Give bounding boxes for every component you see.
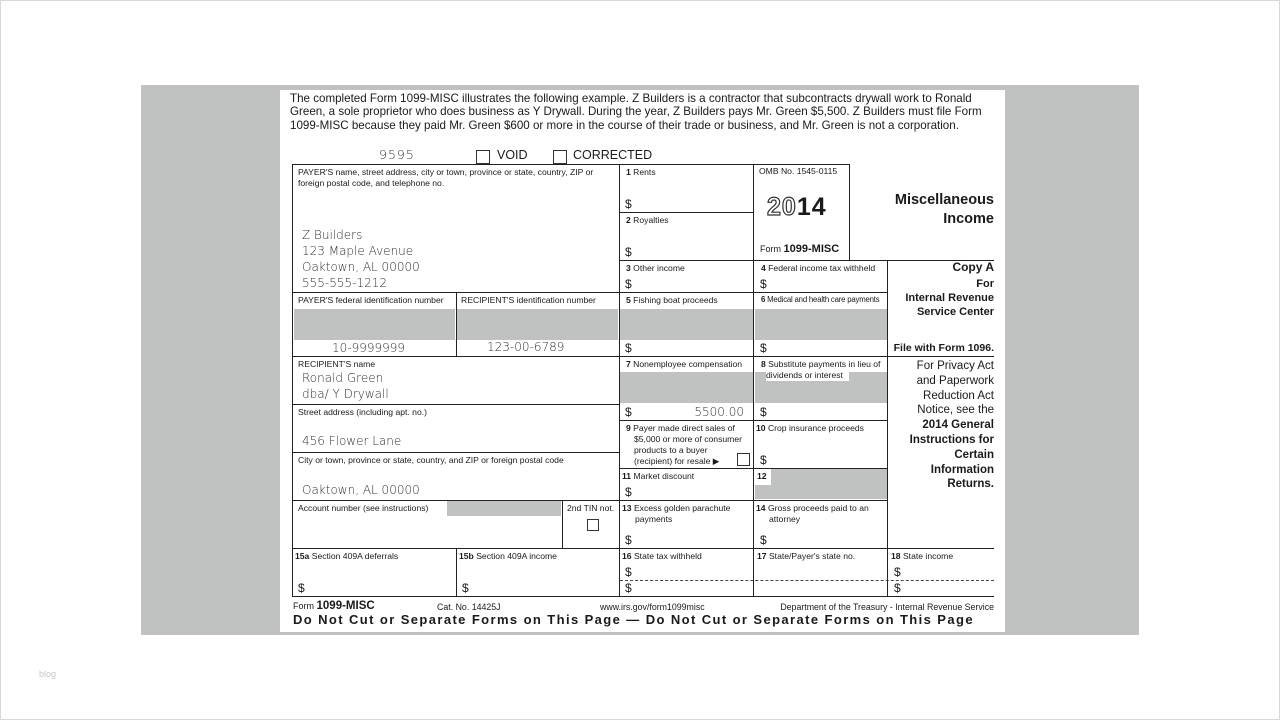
payer-city: Oaktown, AL 00000 bbox=[302, 260, 420, 274]
box13-label-1: Excess golden parachute bbox=[633, 503, 731, 513]
box12-number: 12 bbox=[757, 471, 767, 481]
box9-checkbox[interactable] bbox=[737, 453, 750, 466]
box10-dollar: $ bbox=[760, 453, 767, 467]
recipient-street-label: Street address (including apt. no.) bbox=[298, 407, 427, 417]
box15a-label: Section 409A deferrals bbox=[311, 551, 399, 561]
box9-label-1: Payer made direct sales of bbox=[633, 423, 735, 433]
box5-number: 5 bbox=[626, 295, 631, 305]
box15a-dollar: $ bbox=[298, 581, 305, 595]
grid-line bbox=[456, 292, 457, 356]
box3-number: 3 bbox=[626, 263, 631, 273]
grid-line bbox=[849, 164, 850, 260]
box7-shade bbox=[620, 372, 753, 403]
box14-label-2: attorney bbox=[769, 514, 801, 524]
recipient-street: 456 Flower Lane bbox=[302, 434, 402, 448]
box18-dollar-1: $ bbox=[894, 565, 901, 579]
box4-dollar: $ bbox=[760, 277, 767, 291]
box7-number: 7 bbox=[626, 359, 631, 369]
recipient-city: Oaktown, AL 00000 bbox=[302, 483, 420, 497]
payer-street: 123 Maple Avenue bbox=[302, 244, 414, 258]
recipient-tin-value: 123-00-6789 bbox=[487, 340, 565, 354]
grid-line bbox=[292, 500, 888, 501]
grid-line bbox=[292, 164, 850, 165]
void-label: VOID bbox=[497, 148, 528, 162]
privacy-line: Notice, see the bbox=[917, 404, 994, 417]
box10-number: 10 bbox=[756, 423, 766, 433]
box13-number: 13 bbox=[622, 503, 632, 513]
box2-label: Royalties bbox=[633, 215, 669, 225]
payer-tin-label: PAYER'S federal identification number bbox=[298, 295, 444, 305]
grid-line bbox=[292, 164, 293, 596]
box4-number: 4 bbox=[761, 263, 766, 273]
box8-label-1: Substitute payments in lieu of bbox=[768, 359, 881, 369]
box15b-label: Section 409A income bbox=[476, 551, 557, 561]
recipient-tin-label: RECIPIENT'S identification number bbox=[461, 295, 596, 305]
copy-a-title: Copy A bbox=[952, 260, 994, 274]
grid-line bbox=[888, 356, 994, 357]
recipient-name-label: RECIPIENT'S name bbox=[298, 359, 376, 369]
watermark: blog bbox=[39, 669, 57, 679]
box7-dollar: $ bbox=[625, 405, 632, 419]
box2-dollar: $ bbox=[625, 245, 632, 259]
box15b-number: 15b bbox=[459, 551, 474, 561]
footer-form-name: 1099-MISC bbox=[316, 600, 375, 612]
grid-line bbox=[619, 468, 888, 469]
tax-year-bold: 14 bbox=[796, 193, 827, 221]
box13 bbox=[622, 503, 730, 525]
file-with-form: File with Form 1096. bbox=[893, 342, 994, 354]
recipient-tin-shade bbox=[457, 309, 618, 340]
box7-value: 5500.00 bbox=[694, 405, 744, 419]
box2-number: 2 bbox=[626, 215, 631, 225]
irs-url: www.irs.gov/form1099misc bbox=[600, 602, 705, 612]
box1-number: 1 bbox=[626, 167, 631, 177]
box11-number: 11 bbox=[622, 471, 632, 481]
box16-number: 16 bbox=[622, 551, 632, 561]
privacy-notice bbox=[890, 359, 994, 492]
box17-number: 17 bbox=[757, 551, 767, 561]
box11-dollar: $ bbox=[625, 485, 632, 499]
box16-dollar-2: $ bbox=[625, 581, 632, 595]
treasury-dept: Department of the Treasury - Internal Revenue Service bbox=[780, 602, 994, 612]
grid-line bbox=[292, 452, 620, 453]
recipient-name-2: dba/ Y Drywall bbox=[302, 387, 389, 401]
box8-number: 8 bbox=[761, 359, 766, 369]
box1-dollar: $ bbox=[625, 197, 632, 211]
corrected-checkbox[interactable] bbox=[553, 150, 567, 164]
void-checkbox[interactable] bbox=[476, 150, 490, 164]
recipient-city-label: City or town, province or state, country, and ZIP or foreign postal code bbox=[298, 455, 564, 465]
box8-dollar: $ bbox=[760, 405, 767, 419]
privacy-line: Reduction Act bbox=[923, 389, 994, 402]
box5-shade bbox=[620, 309, 753, 340]
box3-dollar: $ bbox=[625, 277, 632, 291]
omb-form-prefix: Form bbox=[760, 244, 781, 254]
box5-dollar: $ bbox=[625, 341, 632, 355]
account-shade bbox=[447, 501, 561, 516]
box6-shade bbox=[755, 309, 887, 340]
account-label: Account number (see instructions) bbox=[298, 503, 429, 513]
grid-line bbox=[887, 260, 888, 596]
copy-a-block bbox=[890, 260, 994, 319]
grid-line bbox=[562, 500, 563, 548]
second-tin-checkbox[interactable] bbox=[587, 519, 599, 531]
form-code: 9595 bbox=[379, 147, 415, 162]
do-not-cut-warning: Do Not Cut or Separate Forms on This Page — Do Not Cut or Separate Forms on This Page bbox=[293, 612, 974, 627]
grid-line bbox=[456, 548, 457, 596]
box7-label: Nonemployee compensation bbox=[633, 359, 743, 369]
box14 bbox=[756, 503, 869, 525]
box9-number: 9 bbox=[626, 423, 631, 433]
box16-dollar-1: $ bbox=[625, 565, 632, 579]
privacy-line: Information bbox=[930, 463, 994, 476]
box12-shade bbox=[755, 468, 887, 499]
payer-phone: 555-555-1212 bbox=[302, 276, 388, 290]
grid-line bbox=[619, 420, 888, 421]
catalog-number: Cat. No. 14425J bbox=[437, 602, 501, 612]
payer-name: Z Builders bbox=[302, 228, 363, 242]
box17-label: State/Payer's state no. bbox=[768, 551, 856, 561]
box14-label-1: Gross proceeds paid to an bbox=[767, 503, 869, 513]
box6-label: Medical and health care payments bbox=[767, 295, 880, 304]
privacy-line: Returns. bbox=[947, 478, 994, 491]
grid-line bbox=[619, 212, 754, 213]
box18-dollar-2: $ bbox=[894, 581, 901, 595]
payer-tin-shade bbox=[294, 309, 455, 340]
recipient-name-1: Ronald Green bbox=[302, 371, 384, 385]
title-line-2: Income bbox=[943, 211, 994, 227]
copy-a-center: Service Center bbox=[916, 306, 994, 318]
box9-label-4: (recipient) for resale ▶ bbox=[634, 456, 720, 466]
box9-label-2: $5,000 or more of consumer bbox=[634, 434, 742, 444]
corrected-label: CORRECTED bbox=[573, 148, 653, 162]
footer-form-prefix: Form bbox=[293, 601, 314, 611]
title-line-1: Miscellaneous bbox=[894, 192, 994, 208]
box10-label: Crop insurance proceeds bbox=[767, 423, 864, 433]
box14-number: 14 bbox=[756, 503, 766, 513]
box8-label-2: dividends or interest bbox=[766, 370, 849, 381]
privacy-line: Certain bbox=[954, 448, 994, 461]
box15b-dollar: $ bbox=[462, 581, 469, 595]
copy-a-for: For bbox=[976, 278, 994, 290]
box3-label: Other income bbox=[633, 263, 685, 273]
omb-number: OMB No. 1545-0115 bbox=[759, 166, 838, 176]
grid-line bbox=[292, 596, 994, 597]
box11-label: Market discount bbox=[633, 471, 695, 481]
box16-label: State tax withheld bbox=[633, 551, 702, 561]
tax-year bbox=[767, 193, 827, 222]
privacy-line: For Privacy Act bbox=[916, 360, 994, 372]
tax-year-outline: 20 bbox=[767, 193, 797, 221]
box6-dollar: $ bbox=[760, 341, 767, 355]
payer-tin-value: 10-9999999 bbox=[332, 341, 406, 355]
grid-line bbox=[619, 164, 620, 596]
privacy-line: 2014 General bbox=[922, 419, 994, 432]
box13-dollar: $ bbox=[625, 533, 632, 547]
box18-label: State income bbox=[902, 551, 954, 561]
form-title bbox=[855, 191, 994, 229]
box14-dollar: $ bbox=[760, 533, 767, 547]
privacy-line: and Paperwork bbox=[916, 374, 994, 387]
grid-line bbox=[753, 164, 754, 596]
privacy-line: Instructions for bbox=[909, 433, 994, 446]
copy-a-irs: Internal Revenue bbox=[905, 292, 994, 304]
box15a-number: 15a bbox=[295, 551, 310, 561]
omb-form-name: 1099-MISC bbox=[783, 243, 840, 255]
grid-line bbox=[292, 356, 888, 357]
box18-number: 18 bbox=[891, 551, 901, 561]
dashed-divider bbox=[620, 580, 994, 581]
grid-line bbox=[292, 404, 620, 405]
box5-label: Fishing boat proceeds bbox=[633, 295, 718, 305]
box1-label: Rents bbox=[633, 167, 656, 177]
payer-name-label: PAYER'S name, street address, city or town, province or state, country, ZIP or foreign postal code, and telephone no. bbox=[298, 167, 594, 188]
box6-number: 6 bbox=[761, 295, 766, 304]
intro-paragraph: The completed Form 1099-MISC illustrates the following example. Z Builders is a contractor that subcontracts drywall work to Ronald Green, a sole proprietor who does business as Y Drywall. During the year, Z Builders pays Mr. Green $5,500. Z Builders must file Form 1099-MISC because they paid Mr. Green $600 or more in the course of their trade or business, and Mr. Green is not a corporation. bbox=[290, 92, 982, 132]
box4-label: Federal income tax withheld bbox=[768, 263, 876, 273]
second-tin-label: 2nd TIN not. bbox=[567, 503, 615, 513]
box9-label-3: products to a buyer bbox=[634, 445, 708, 455]
grid-line bbox=[292, 548, 994, 549]
box13-label-2: payments bbox=[635, 514, 673, 524]
box9 bbox=[626, 423, 742, 467]
grid-line bbox=[292, 292, 888, 293]
